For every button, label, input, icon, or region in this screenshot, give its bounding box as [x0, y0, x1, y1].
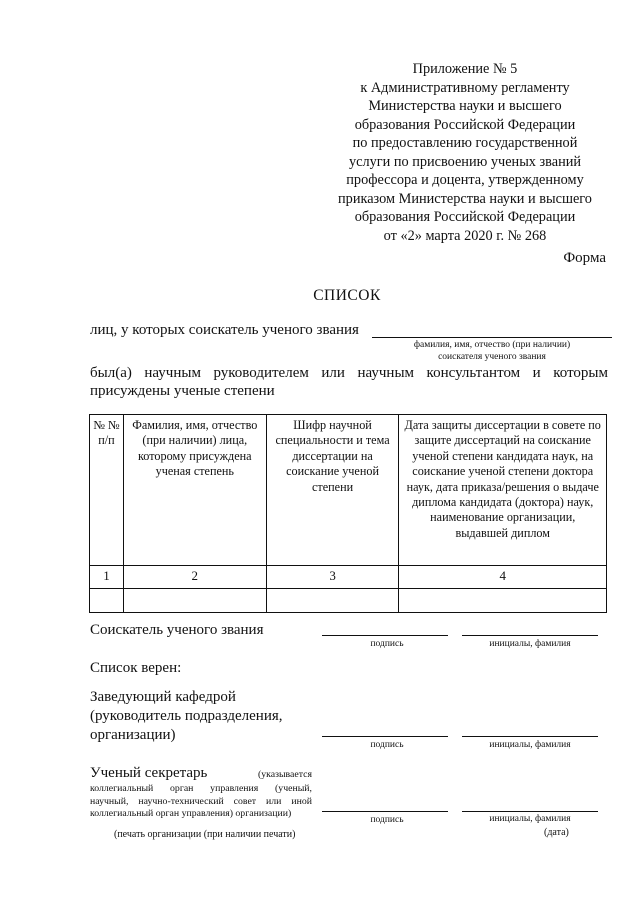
- head-initials-field[interactable]: [462, 736, 598, 737]
- secretary-initials-field[interactable]: [462, 811, 598, 812]
- date-caption: (дата): [544, 827, 569, 838]
- header-line: профессора и доцента, утвержденному: [346, 172, 584, 188]
- caption-line: фамилия, имя, отчество (при наличии): [413, 340, 571, 350]
- applicant-initials-field[interactable]: [462, 635, 598, 636]
- secretary-signature-field[interactable]: [322, 811, 448, 812]
- head-label-line: (руководитель подразделения,: [90, 708, 283, 724]
- table-header-row: [90, 415, 607, 566]
- table-numbering-row: [90, 566, 607, 589]
- column-number: 3: [266, 566, 399, 589]
- signature-caption: подпись: [370, 639, 404, 649]
- header-line: образования Российской Федерации: [354, 116, 576, 133]
- header-line: по предоставлению государственной: [352, 135, 578, 151]
- column-header-specialty: Шифр научной специальности и тема диссертации на соискание ученой степени: [266, 415, 399, 566]
- column-number: 1: [90, 566, 124, 589]
- initials-caption: инициалы, фамилия: [489, 814, 571, 824]
- form-label: Форма: [563, 250, 606, 266]
- column-header-defense-date: Дата защиты диссертации в совете по защите диссертаций на соискание ученой степени кандидата наук, на соискание ученой степени доктора наук, дата приказа/решения о выдаче диплома кандидата (доктора) наук, наименование организации, выдавшей диплом: [399, 415, 607, 566]
- secretary-block: [90, 764, 312, 821]
- secretary-note: (указывается: [257, 769, 312, 780]
- column-number: 2: [123, 566, 266, 589]
- header-line: к Административному регламенту: [360, 79, 570, 96]
- head-label: [90, 688, 283, 745]
- list-verified-label: Список верен:: [90, 660, 182, 676]
- column-header-name: Фамилия, имя, отчество (при наличии) лица, которому присуждена ученая степень: [123, 415, 266, 566]
- header-line: образования Российской Федерации: [354, 209, 576, 225]
- signature-caption: подпись: [370, 815, 404, 825]
- column-number: 4: [399, 566, 607, 589]
- applicant-signature-field[interactable]: [322, 635, 448, 636]
- table-row: [90, 589, 607, 613]
- supervisor-text: был(а) научным руководителем или научным консультантом и которым присуждены ученые степени: [90, 365, 608, 399]
- caption-line: соискателя ученого звания: [438, 352, 546, 362]
- seal-note: (печать организации (при наличии печати): [114, 829, 296, 840]
- column-header-number: № № п/п: [90, 415, 124, 566]
- secretary-note: научный, научно-технический совет или иной: [90, 795, 312, 807]
- initials-caption: инициалы, фамилия: [489, 639, 571, 649]
- applicant-name-caption: [372, 339, 612, 363]
- header-line: услуги по присвоению ученых званий: [348, 153, 582, 170]
- table-cell[interactable]: [266, 589, 399, 613]
- header-line: от «2» марта 2020 г. № 268: [383, 227, 547, 244]
- secretary-heading: [90, 764, 312, 783]
- table-cell[interactable]: [90, 589, 124, 613]
- initials-caption: инициалы, фамилия: [489, 740, 571, 750]
- header-line: приказом Министерства науки и высшего: [338, 190, 592, 207]
- applicant-name-field[interactable]: [372, 337, 612, 338]
- header-line: Министерства науки и высшего: [368, 98, 562, 114]
- head-signature-field[interactable]: [322, 736, 448, 737]
- document-title: СПИСОК: [313, 287, 381, 304]
- signature-caption: подпись: [370, 740, 404, 750]
- applicant-label: Соискатель ученого звания: [90, 622, 264, 638]
- secretary-note: коллегиальный орган управления) организации): [90, 808, 292, 819]
- document-header: [330, 60, 600, 245]
- header-line: Приложение № 5: [412, 61, 518, 77]
- secretary-label: Ученый секретарь: [90, 765, 208, 781]
- persons-line-text: лиц, у которых соискатель ученого звания: [90, 322, 359, 338]
- head-label-line: организации): [90, 727, 176, 743]
- list-table: [89, 414, 607, 613]
- table-cell[interactable]: [399, 589, 607, 613]
- table-cell[interactable]: [123, 589, 266, 613]
- secretary-note: коллегиальный орган управления (ученый,: [90, 783, 312, 794]
- head-label-line: Заведующий кафедрой: [90, 689, 236, 705]
